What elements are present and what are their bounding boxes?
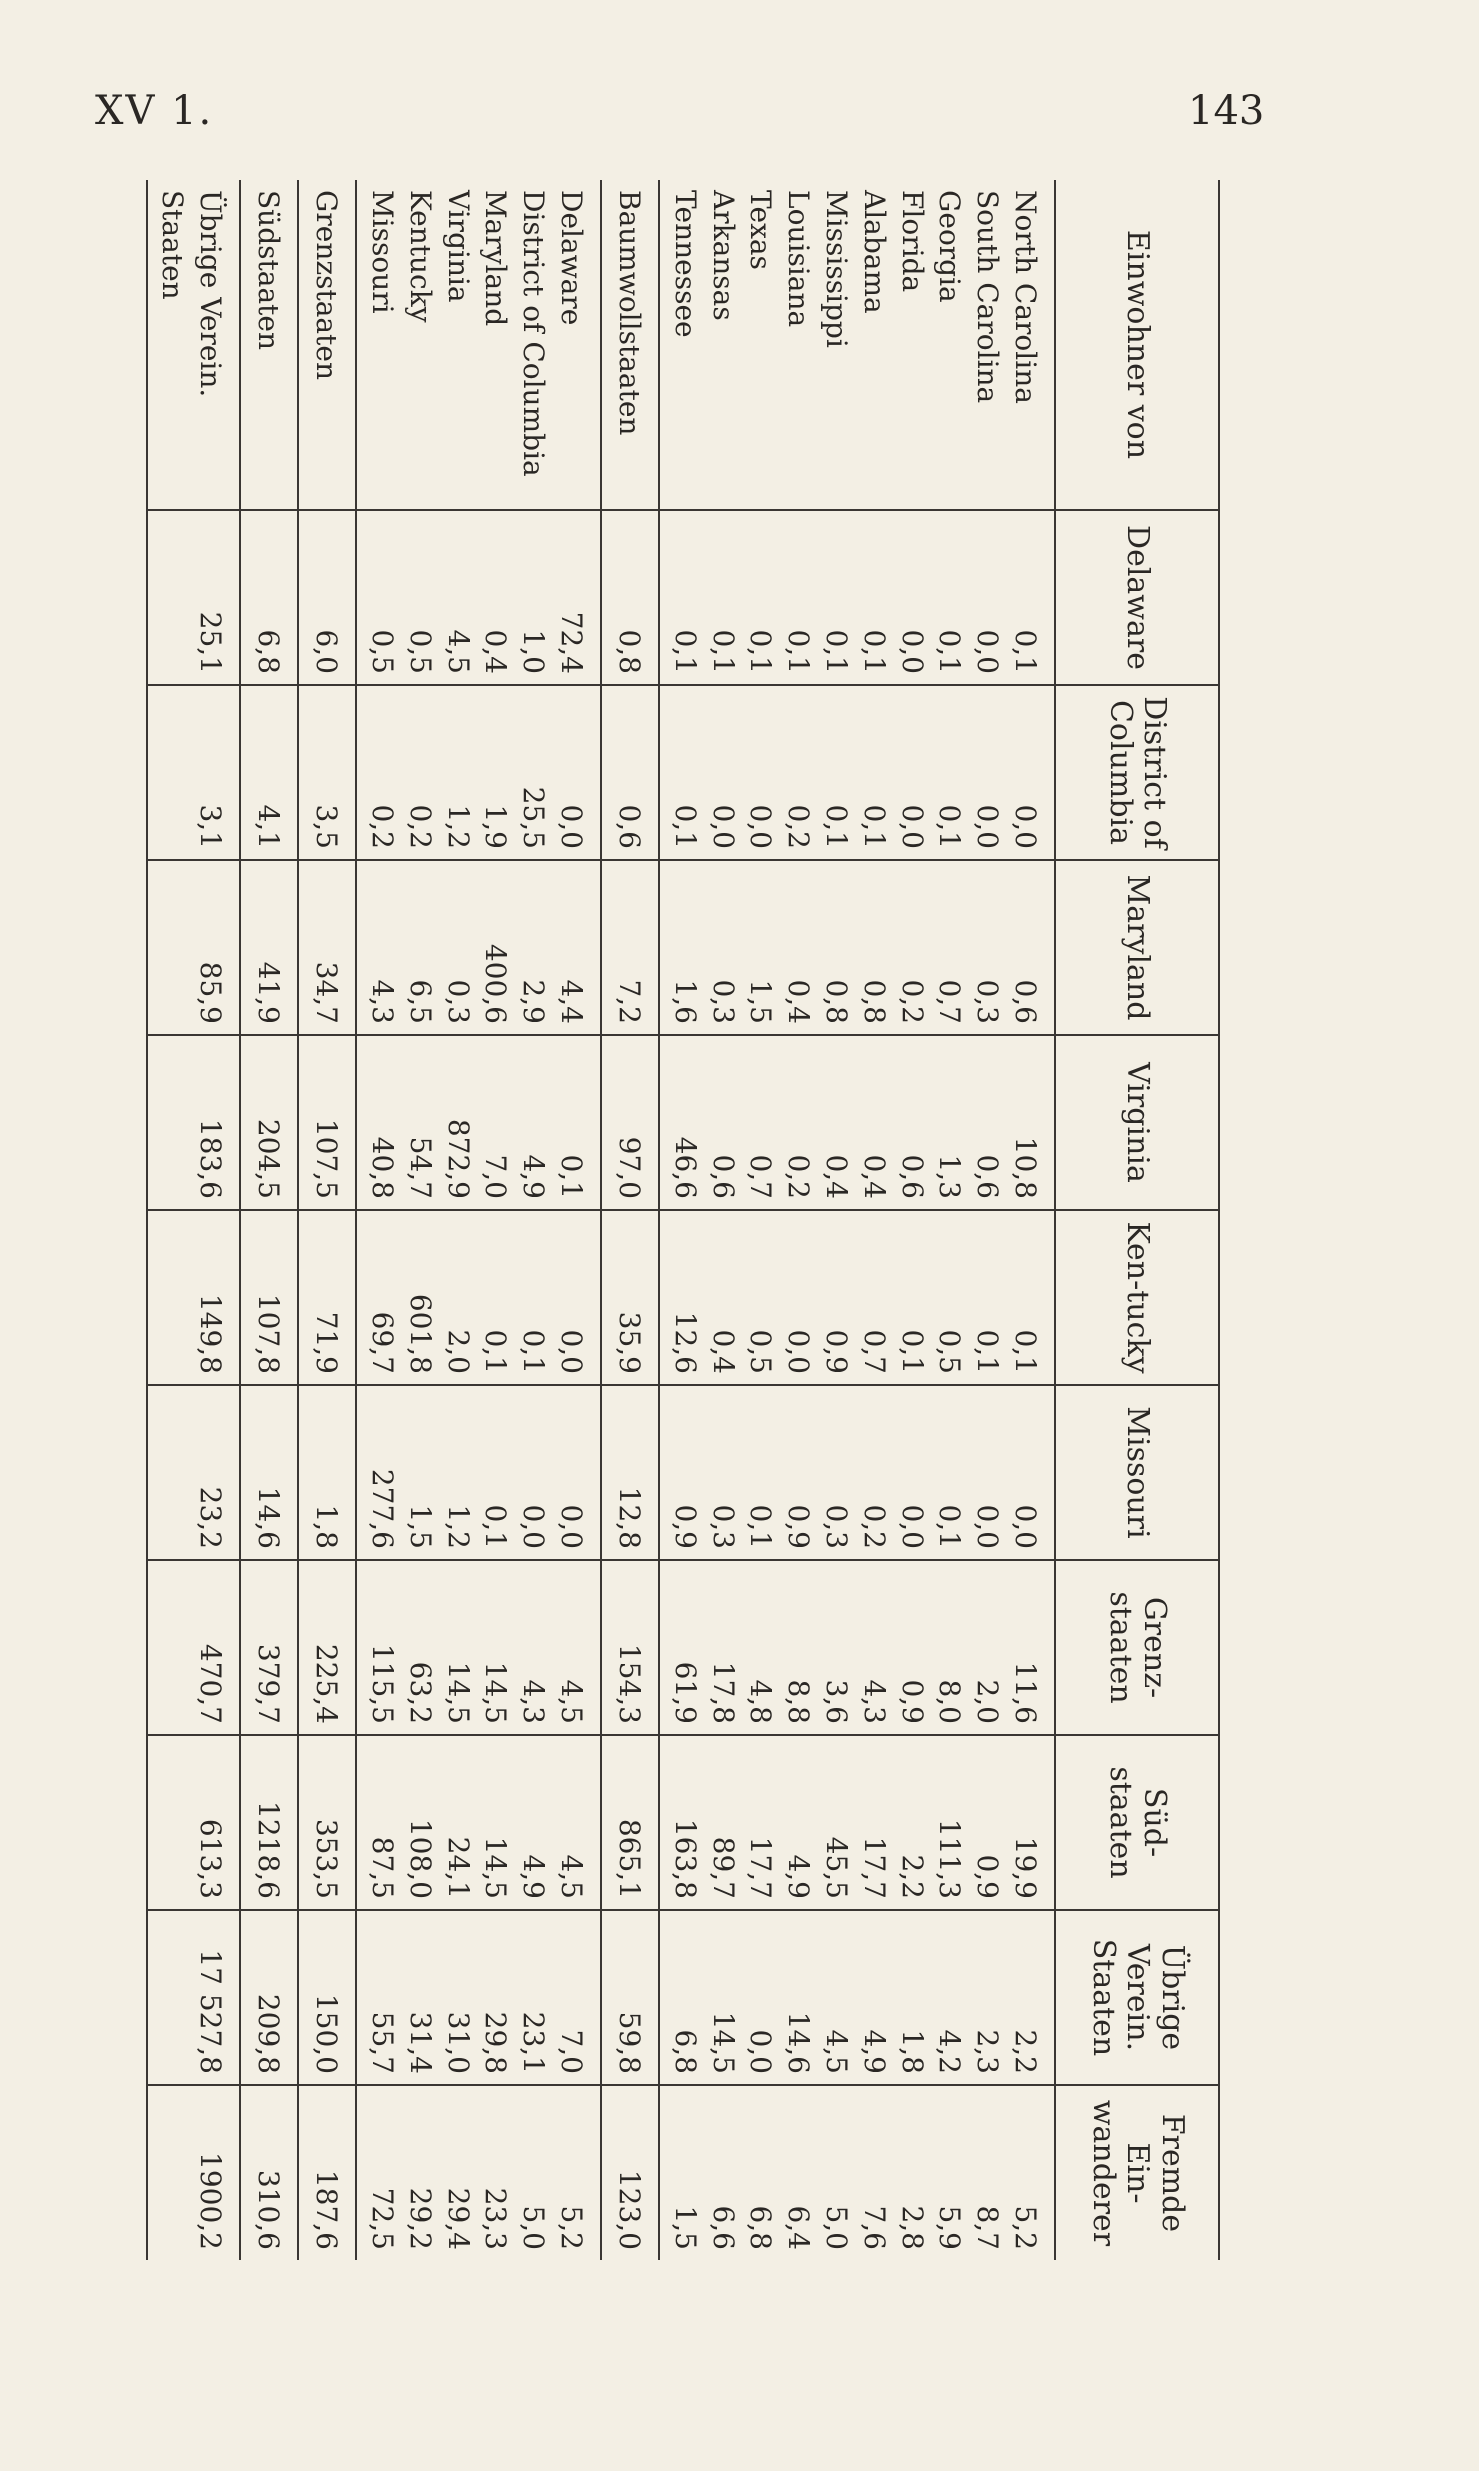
- cell-value: 0,1: [857, 804, 891, 849]
- cell-value: 1,6: [668, 979, 702, 1024]
- cell-value: 0,3: [971, 979, 1005, 1024]
- cell-value: 23,3: [479, 2187, 513, 2250]
- cell-value: 41,9: [240, 860, 298, 1035]
- cotton-col-kentucky: [659, 1210, 1055, 1385]
- column-header: Übrige Verein. Staaten: [1055, 1910, 1219, 2085]
- cell-value: 4,5: [555, 1854, 589, 1899]
- column-header: Delaware: [1055, 510, 1219, 685]
- cell-value: 31,4: [403, 2011, 437, 2074]
- cell-value: 14,6: [240, 1385, 298, 1560]
- state-name: Florida: [895, 190, 929, 293]
- cell-value: 0,4: [479, 629, 513, 674]
- border-states-group: [356, 180, 601, 2260]
- cell-value: 379,7: [240, 1560, 298, 1735]
- state-name: Virginia: [441, 190, 475, 303]
- cell-value: 85,9: [147, 860, 241, 1035]
- state-name: Louisiana: [782, 190, 816, 328]
- cell-value: 89,7: [706, 1836, 740, 1899]
- cell-value: 865,1: [601, 1735, 659, 1910]
- cell-value: 1,8: [298, 1385, 356, 1560]
- grenzstaaten-total-row: [298, 180, 356, 2260]
- cell-value: 0,4: [820, 1154, 854, 1199]
- cell-value: 14,5: [479, 1661, 513, 1724]
- cell-value: 154,3: [601, 1560, 659, 1735]
- cell-value: 4,5: [555, 1679, 589, 1724]
- cell-value: 0,1: [782, 629, 816, 674]
- cell-value: 59,8: [601, 1910, 659, 2085]
- cell-value: 0,0: [555, 804, 589, 849]
- cell-value: 6,4: [782, 2205, 816, 2250]
- cell-value: 2,2: [1009, 2029, 1042, 2074]
- state-name: Tennessee: [668, 190, 702, 338]
- cell-value: 0,9: [895, 1679, 929, 1724]
- cell-value: 0,5: [933, 1329, 967, 1374]
- cell-value: 0,6: [971, 1154, 1005, 1199]
- cell-value: 29,2: [403, 2187, 437, 2250]
- cell-value: 7,0: [479, 1154, 513, 1199]
- cell-value: 601,8: [403, 1293, 437, 1374]
- state-name: Kentucky: [403, 190, 437, 323]
- cell-value: 5,0: [820, 2205, 854, 2250]
- cell-value: 0,6: [895, 1154, 929, 1199]
- cell-value: 72,4: [555, 611, 589, 674]
- cell-value: 0,5: [366, 629, 400, 674]
- cell-value: 0,1: [895, 1329, 929, 1374]
- migration-table: [146, 180, 1220, 2260]
- cell-value: 0,0: [895, 804, 929, 849]
- uebrige-total-row: [147, 180, 241, 2260]
- cotton-col-virginia: [659, 1035, 1055, 1210]
- section-number: XV 1.: [95, 88, 214, 134]
- cell-value: 0,0: [744, 2029, 778, 2074]
- border-col-suedstaaten: [356, 1735, 601, 1910]
- column-header: District of Columbia: [1055, 685, 1219, 860]
- cell-value: 5,2: [555, 2205, 589, 2250]
- cell-value: 183,6: [147, 1035, 241, 1210]
- cell-value: 34,7: [298, 860, 356, 1035]
- cell-value: 71,9: [298, 1210, 356, 1385]
- cell-value: 6,8: [240, 510, 298, 685]
- cell-value: 23,2: [147, 1385, 241, 1560]
- cell-value: 0,5: [744, 1329, 778, 1374]
- cell-value: 1,0: [517, 629, 551, 674]
- row-label: Grenzstaaten: [298, 180, 356, 510]
- border-col-fremde: [356, 2085, 601, 2260]
- border-col-district: [356, 685, 601, 860]
- cotton-col-fremde: [659, 2085, 1055, 2260]
- cell-value: 2,3: [971, 2029, 1005, 2074]
- cell-value: 12,6: [668, 1311, 702, 1374]
- cell-value: 4,5: [820, 2029, 854, 2074]
- cell-value: 1900,2: [147, 2085, 241, 2260]
- cell-value: 277,6: [366, 1468, 400, 1549]
- state-name: South Carolina: [971, 190, 1005, 404]
- cell-value: 2,2: [895, 1854, 929, 1899]
- cell-value: 108,0: [403, 1818, 437, 1899]
- cell-value: 0,1: [971, 1329, 1005, 1374]
- cell-value: 1,8: [895, 2029, 929, 2074]
- cell-value: 204,5: [240, 1035, 298, 1210]
- cell-value: 0,9: [971, 1854, 1005, 1899]
- cell-value: 31,0: [441, 2011, 475, 2074]
- cell-value: 5,2: [1009, 2205, 1042, 2250]
- cell-value: 0,2: [782, 1154, 816, 1199]
- cell-value: 4,1: [240, 685, 298, 860]
- cell-value: 14,5: [479, 1836, 513, 1899]
- cell-value: 54,7: [403, 1136, 437, 1199]
- cell-value: 310,6: [240, 2085, 298, 2260]
- cell-value: 0,0: [1009, 1504, 1042, 1549]
- column-header: Virginia: [1055, 1035, 1219, 1210]
- row-label: Südstaaten: [240, 180, 298, 510]
- cell-value: 0,1: [744, 1504, 778, 1549]
- cell-value: 4,3: [366, 979, 400, 1024]
- column-header: Einwohner von: [1055, 180, 1219, 510]
- column-header: Grenz-staaten: [1055, 1560, 1219, 1735]
- cell-value: 55,7: [366, 2011, 400, 2074]
- cell-value: 400,6: [479, 943, 513, 1024]
- cell-value: 123,0: [601, 2085, 659, 2260]
- cell-value: 0,9: [820, 1329, 854, 1374]
- cell-value: 69,7: [366, 1311, 400, 1374]
- cell-value: 0,7: [744, 1154, 778, 1199]
- cotton-state-names: [659, 180, 1055, 510]
- cotton-states-group: [659, 180, 1055, 2260]
- cell-value: 6,8: [744, 2205, 778, 2250]
- cell-value: 4,8: [744, 1679, 778, 1724]
- cell-value: 0,1: [933, 1504, 967, 1549]
- cell-value: 107,8: [240, 1210, 298, 1385]
- cell-value: 0,1: [479, 1329, 513, 1374]
- cell-value: 613,3: [147, 1735, 241, 1910]
- state-name: Texas: [744, 190, 778, 270]
- cell-value: 0,2: [857, 1504, 891, 1549]
- cell-value: 0,2: [895, 979, 929, 1024]
- cell-value: 0,0: [895, 1504, 929, 1549]
- cell-value: 150,0: [298, 1910, 356, 2085]
- cell-value: 0,9: [782, 1504, 816, 1549]
- cell-value: 0,1: [1009, 629, 1042, 674]
- cell-value: 0,1: [479, 1504, 513, 1549]
- cell-value: 6,8: [668, 2029, 702, 2074]
- column-header: Ken-tucky: [1055, 1210, 1219, 1385]
- cell-value: 7,6: [857, 2205, 891, 2250]
- cell-value: 0,1: [857, 629, 891, 674]
- cell-value: 61,9: [668, 1661, 702, 1724]
- cell-value: 353,5: [298, 1735, 356, 1910]
- cell-value: 3,6: [820, 1679, 854, 1724]
- cell-value: 0,0: [555, 1504, 589, 1549]
- cell-value: 225,4: [298, 1560, 356, 1735]
- cell-value: 872,9: [441, 1118, 475, 1199]
- cell-value: 0,6: [601, 685, 659, 860]
- cell-value: 0,7: [933, 979, 967, 1024]
- column-header: Süd-staaten: [1055, 1735, 1219, 1910]
- table-header-row: [1055, 180, 1219, 2260]
- cell-value: 470,7: [147, 1560, 241, 1735]
- cell-value: 1,9: [479, 804, 513, 849]
- cell-value: 0,3: [706, 1504, 740, 1549]
- column-header: Missouri: [1055, 1385, 1219, 1560]
- cell-value: 4,9: [517, 1854, 551, 1899]
- cell-value: 209,8: [240, 1910, 298, 2085]
- cell-value: 1,2: [441, 804, 475, 849]
- cell-value: 0,0: [971, 629, 1005, 674]
- cell-value: 87,5: [366, 1836, 400, 1899]
- border-col-maryland: [356, 860, 601, 1035]
- cell-value: 12,8: [601, 1385, 659, 1560]
- border-col-grenzstaaten: [356, 1560, 601, 1735]
- cell-value: 4,9: [517, 1154, 551, 1199]
- cell-value: 6,6: [706, 2205, 740, 2250]
- cell-value: 19,9: [1009, 1836, 1042, 1899]
- cell-value: 0,4: [857, 1154, 891, 1199]
- cell-value: 1,3: [933, 1154, 967, 1199]
- row-label: Übrige Verein. Staaten: [147, 180, 241, 510]
- state-name: Maryland: [479, 190, 513, 327]
- cell-value: 17,7: [857, 1836, 891, 1899]
- cell-value: 0,8: [601, 510, 659, 685]
- cell-value: 5,9: [933, 2205, 967, 2250]
- cell-value: 8,0: [933, 1679, 967, 1724]
- cell-value: 163,8: [668, 1818, 702, 1899]
- cell-value: 4,3: [857, 1679, 891, 1724]
- cell-value: 25,1: [147, 510, 241, 685]
- border-col-delaware: [356, 510, 601, 685]
- cell-value: 0,2: [403, 804, 437, 849]
- cell-value: 5,0: [517, 2205, 551, 2250]
- cell-value: 46,6: [668, 1136, 702, 1199]
- state-name: Missouri: [366, 190, 400, 314]
- cell-value: 0,1: [744, 629, 778, 674]
- page-header: [0, 0, 1479, 160]
- cell-value: 17,7: [744, 1836, 778, 1899]
- cell-value: 0,0: [1009, 804, 1042, 849]
- suedstaaten-total-row: [240, 180, 298, 2260]
- cell-value: 0,4: [706, 1329, 740, 1374]
- cell-value: 35,9: [601, 1210, 659, 1385]
- cell-value: 97,0: [601, 1035, 659, 1210]
- border-col-missouri: [356, 1385, 601, 1560]
- cell-value: 0,0: [971, 804, 1005, 849]
- cell-value: 14,5: [706, 2011, 740, 2074]
- cell-value: 0,1: [820, 629, 854, 674]
- cell-value: 0,2: [782, 804, 816, 849]
- cotton-total-row: [601, 180, 659, 2260]
- cell-value: 11,6: [1009, 1661, 1042, 1724]
- cell-value: 0,3: [706, 979, 740, 1024]
- cell-value: 0,0: [706, 804, 740, 849]
- column-header: Fremde Ein-wanderer: [1055, 2085, 1219, 2260]
- cell-value: 72,5: [366, 2187, 400, 2250]
- cell-value: 0,0: [895, 629, 929, 674]
- cotton-col-grenzstaaten: [659, 1560, 1055, 1735]
- cell-value: 6,5: [403, 979, 437, 1024]
- cell-value: 29,4: [441, 2187, 475, 2250]
- state-name: Alabama: [857, 190, 891, 314]
- cell-value: 1,2: [441, 1504, 475, 1549]
- cell-value: 0,1: [517, 1329, 551, 1374]
- cell-value: 0,8: [820, 979, 854, 1024]
- cell-value: 4,9: [782, 1854, 816, 1899]
- cell-value: 0,1: [933, 804, 967, 849]
- cell-value: 0,1: [668, 629, 702, 674]
- cell-value: 0,0: [744, 804, 778, 849]
- cotton-col-maryland: [659, 860, 1055, 1035]
- cell-value: 0,3: [820, 1504, 854, 1549]
- cotton-col-delaware: [659, 510, 1055, 685]
- cotton-col-uebrige: [659, 1910, 1055, 2085]
- cell-value: 6,0: [298, 510, 356, 685]
- cell-value: 149,8: [147, 1210, 241, 1385]
- cell-value: 40,8: [366, 1136, 400, 1199]
- cell-value: 1,5: [744, 979, 778, 1024]
- cell-value: 0,9: [668, 1504, 702, 1549]
- cell-value: 7,2: [601, 860, 659, 1035]
- cell-value: 115,5: [366, 1643, 400, 1724]
- cell-value: 2,8: [895, 2205, 929, 2250]
- cell-value: 0,1: [555, 1154, 589, 1199]
- cell-value: 0,1: [933, 629, 967, 674]
- state-name: District of Columbia: [517, 190, 551, 477]
- cell-value: 0,1: [820, 804, 854, 849]
- cell-value: 0,0: [517, 1504, 551, 1549]
- cell-value: 111,3: [933, 1818, 967, 1899]
- cell-value: 0,8: [857, 979, 891, 1024]
- cell-value: 3,5: [298, 685, 356, 860]
- cell-value: 8,8: [782, 1679, 816, 1724]
- cell-value: 45,5: [820, 1836, 854, 1899]
- cell-value: 8,7: [971, 2205, 1005, 2250]
- cell-value: 17 527,8: [147, 1910, 241, 2085]
- cell-value: 0,0: [555, 1329, 589, 1374]
- cell-value: 2,9: [517, 979, 551, 1024]
- cotton-col-missouri: [659, 1385, 1055, 1560]
- border-state-names: [356, 180, 601, 510]
- cell-value: 10,8: [1009, 1136, 1042, 1199]
- cell-value: 0,0: [782, 1329, 816, 1374]
- cell-value: 17,8: [706, 1661, 740, 1724]
- border-col-kentucky: [356, 1210, 601, 1385]
- cell-value: 0,6: [1009, 979, 1042, 1024]
- cell-value: 0,2: [366, 804, 400, 849]
- border-col-virginia: [356, 1035, 601, 1210]
- cell-value: 187,6: [298, 2085, 356, 2260]
- state-name: North Carolina: [1009, 190, 1042, 404]
- cell-value: 0,4: [782, 979, 816, 1024]
- cell-value: 0,1: [706, 629, 740, 674]
- cell-value: 107,5: [298, 1035, 356, 1210]
- cell-value: 0,7: [857, 1329, 891, 1374]
- cell-value: 0,6: [706, 1154, 740, 1199]
- cell-value: 4,2: [933, 2029, 967, 2074]
- cell-value: 14,6: [782, 2011, 816, 2074]
- cell-value: 4,4: [555, 979, 589, 1024]
- cell-value: 2,0: [441, 1329, 475, 1374]
- cell-value: 2,0: [971, 1679, 1005, 1724]
- statistics-table-wrapper: [156, 180, 1220, 2260]
- column-header: Maryland: [1055, 860, 1219, 1035]
- cell-value: 0,1: [668, 804, 702, 849]
- cell-value: 0,1: [1009, 1329, 1042, 1374]
- cell-value: 1218,6: [240, 1735, 298, 1910]
- cell-value: 7,0: [555, 2029, 589, 2074]
- state-name: Arkansas: [706, 190, 740, 321]
- cell-value: 24,1: [441, 1836, 475, 1899]
- cell-value: 25,5: [517, 786, 551, 849]
- cell-value: 4,9: [857, 2029, 891, 2074]
- cell-value: 4,3: [517, 1679, 551, 1724]
- cell-value: 3,1: [147, 685, 241, 860]
- cell-value: 23,1: [517, 2011, 551, 2074]
- cotton-col-suedstaaten: [659, 1735, 1055, 1910]
- cell-value: 63,2: [403, 1661, 437, 1724]
- cell-value: 0,3: [441, 979, 475, 1024]
- cell-value: 1,5: [403, 1504, 437, 1549]
- cell-value: 14,5: [441, 1661, 475, 1724]
- state-name: Mississippi: [820, 190, 854, 348]
- cell-value: 1,5: [668, 2205, 702, 2250]
- page-number: 143: [1188, 88, 1265, 134]
- cell-value: 0,0: [971, 1504, 1005, 1549]
- cell-value: 29,8: [479, 2011, 513, 2074]
- cell-value: 0,5: [403, 629, 437, 674]
- row-label: Baumwollstaaten: [601, 180, 659, 510]
- cell-value: 4,5: [441, 629, 475, 674]
- state-name: Georgia: [933, 190, 967, 303]
- cotton-col-district: [659, 685, 1055, 860]
- border-col-uebrige: [356, 1910, 601, 2085]
- state-name: Delaware: [555, 190, 589, 326]
